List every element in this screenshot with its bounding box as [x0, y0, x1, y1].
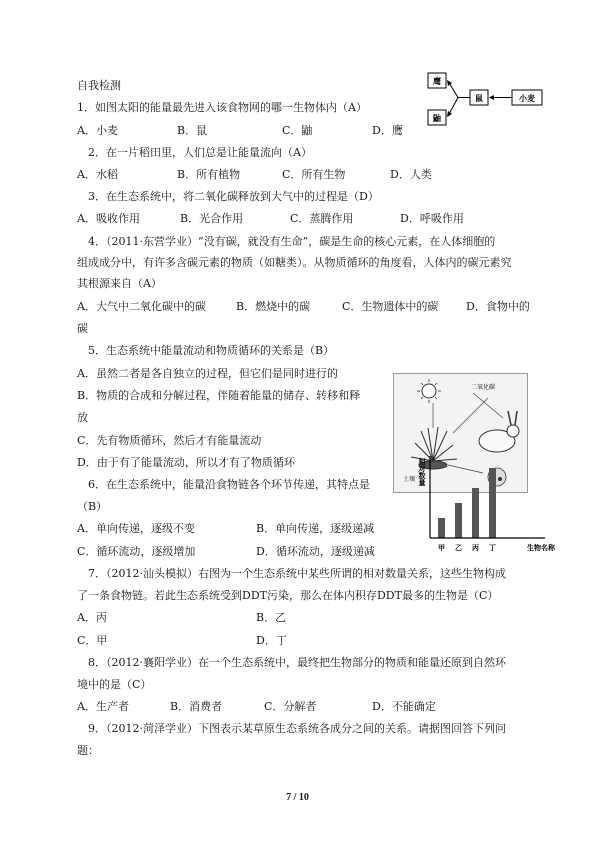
- wheat-label: 小麦: [519, 94, 535, 103]
- question-8-line-2: 境中的是（C）: [77, 678, 152, 691]
- question-5-stem: 5．生态系统中能量流动和物质循环的关系是（B）: [88, 344, 335, 357]
- q6-option-c: C．循环流动，逐级增加: [77, 545, 196, 558]
- q1-option-b: B．鼠: [177, 124, 208, 137]
- co2-label: 二氧化碳: [471, 384, 496, 391]
- q5-option-b-line-1: B．物质的合成和分解过程，伴随着能量的储存、转移和释: [77, 389, 361, 402]
- q5-option-c: C．先有物质循环，然后才有能量流动: [77, 434, 262, 447]
- q1-option-c: C．鼬: [282, 124, 313, 137]
- x-tick-label: 甲: [438, 544, 445, 552]
- eagle-label: 鹰: [433, 77, 441, 86]
- q7-option-a: A．丙: [77, 611, 107, 624]
- q8-option-b: B．消费者: [170, 700, 223, 713]
- q7-option-d: D．丁: [256, 634, 287, 647]
- question-9-line-1: 9．（2012·菏泽学业）下图表示某草原生态系统各成分之间的关系。请据图回答下列问: [88, 722, 506, 735]
- x-tick-label: 丁: [489, 544, 496, 552]
- question-1-stem: 1．如图太阳的能量最先进入该食物网的哪一生物体内（A）: [77, 101, 367, 114]
- q7-option-c: C．甲: [77, 634, 108, 647]
- bar-3: [472, 488, 479, 538]
- arrowhead-wheat-to-mouse: [489, 95, 494, 100]
- arrowhead-mouse-to-weasel: [447, 111, 452, 117]
- question-4-line-2: 组成成分中，有许多含碳元素的物质（如糖类）。从物质循环的角度看，人体内的碳元素究: [77, 256, 512, 269]
- q3-option-d: D．呼吸作用: [400, 212, 464, 225]
- q5-option-b-line-2: 放: [77, 411, 88, 424]
- question-2-stem: 2．在一片稻田里，人们总是让能量流向（A）: [88, 146, 312, 159]
- arrowhead-mouse-to-eagle: [447, 80, 452, 86]
- y-axis-label: 相对数量: [418, 458, 426, 486]
- q1-option-a: A．小麦: [77, 124, 118, 137]
- q2-option-b: B．所有植物: [177, 168, 241, 181]
- food-web-diagram: [420, 68, 545, 130]
- question-3-stem: 3．在生态系统中，将二氧化碳释放到大气中的过程是（D）: [88, 190, 379, 203]
- q3-option-a: A．吸收作用: [77, 212, 140, 225]
- q4-option-b: B．燃烧中的碳: [236, 300, 311, 313]
- x-axis-label: 生物名称: [527, 544, 555, 552]
- mouse-label: 鼠: [475, 94, 483, 103]
- q2-option-d: D．人类: [390, 168, 432, 181]
- q8-option-d: D．不能确定: [372, 700, 436, 713]
- q4-option-a: A．大气中二氧化碳中的碳: [77, 300, 206, 313]
- x-tick-label: 丙: [472, 544, 479, 552]
- bar-2: [455, 503, 462, 538]
- q2-option-a: A．水稻: [77, 168, 118, 181]
- question-9-line-2: 题：: [77, 744, 99, 757]
- q3-option-c: C．蒸腾作用: [290, 212, 354, 225]
- question-7-line-2: 了一条食物链。若此生态系统受到DDT污染，那么在体内积存DDT最多的生物是（C）: [77, 589, 499, 602]
- question-4-line-3: 其根源来自（A）: [77, 277, 162, 290]
- section-title: 自我检测: [77, 79, 121, 92]
- question-7-line-1: 7．（2012·汕头模拟）右图为一个生态系统中某些所谓的相对数量关系，这些生物构成: [88, 567, 506, 580]
- q3-option-b: B．光合作用: [180, 212, 244, 225]
- question-6-stem: 6．在生态系统中，能量沿食物链各个环节传递，其特点是: [88, 478, 370, 491]
- q5-option-a: A．虽然二者是各自独立的过程，但它们是同时进行的: [77, 367, 338, 380]
- bar-4: [489, 468, 496, 538]
- bar-1: [438, 518, 445, 538]
- q6-option-a: A．单向传递，逐级不变: [77, 522, 195, 535]
- q6-option-b: B．单向传递，逐级递减: [256, 522, 375, 535]
- question-8-line-1: 8．（2012·襄阳学业）在一个生态系统中，最终把生物部分的物质和能量还原到自然环: [88, 656, 506, 669]
- q4-option-d: D．食物中的: [466, 300, 530, 313]
- q4-option-c: C．生物遗体中的碳: [342, 300, 439, 313]
- q5-option-d: D．由于有了能量流动，所以才有了物质循环: [77, 456, 295, 469]
- page-number: 7 / 10: [286, 792, 309, 803]
- q7-option-b: B．乙: [256, 611, 287, 624]
- x-tick-label: 乙: [455, 544, 462, 552]
- question-6-answer: （B）: [77, 500, 108, 513]
- q8-option-a: A．生产者: [77, 700, 129, 713]
- soil-label: 土壤: [403, 476, 416, 483]
- q6-option-d: D．循环流动，逐级递减: [256, 545, 375, 558]
- weasel-label: 鼬: [433, 114, 441, 123]
- q4-option-d-wrap: 碳: [77, 322, 88, 335]
- q8-option-c: C．分解者: [264, 700, 317, 713]
- q2-option-c: C．所有生物: [282, 168, 346, 181]
- bar-chart: [420, 450, 560, 560]
- q1-option-d: D．鹰: [372, 124, 403, 137]
- question-4-line-1: 4．（2011·东营学业）“没有碳，就没有生命”，碳是生命的核心元素，在人体细胞的: [88, 235, 496, 248]
